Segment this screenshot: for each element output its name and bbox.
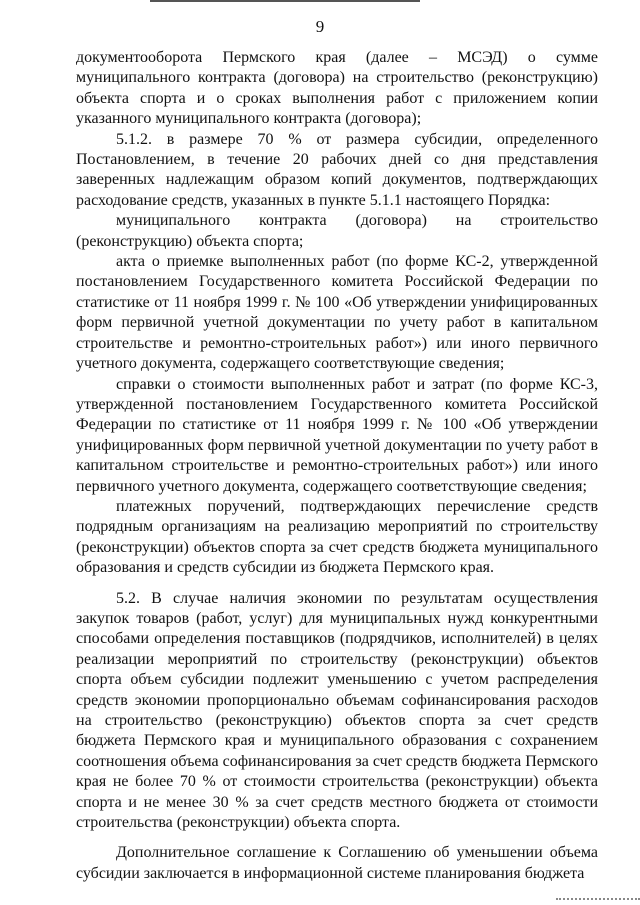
paragraph-ks2-act-item: акта о приемке выполненных работ (по форме КС-2, утвержденной постановлением Государственного комитета Российской Федерации по статистике от 11 ноября 1999 г. № 100 «Об утверждении унифицированных форм первичной учетной документации по учету работ в капитальном строительстве и ремонтно-строительных работ») или иного первичного учетного документа, содержащего соответствующие сведения; — [76, 253, 598, 373]
paragraph-continuation: документооборота Пермского края (далее – МСЭД) о сумме муниципального контракта (договора) на строительство (реконструкцию) объекта спорта и о сроках выполнения работ с приложением копии указанного муниципального контракта (договора); — [76, 49, 598, 128]
bottom-edge-rule — [556, 898, 640, 900]
page-number: 9 — [315, 17, 325, 36]
paragraph-clause-5-1-2: 5.1.2. в размере 70 % от размера субсидии, определенного Постановлением, в течение 20 рабочих дней со дня представления заверенных надлежащим образом копий документов, подтверждающих расходование средств, указанных в пункте 5.1.1 настоящего Порядка: — [76, 130, 598, 209]
top-border-rule — [150, 0, 420, 2]
paragraph-clause-5-2: 5.2. В случае наличия экономии по результатам осуществления закупок товаров (работ, услуг) для муниципальных нужд конкурентными способами определения поставщиков (подрядчиков, исполнителей) в целях реализации мероприятий по строительству (реконструкции) объектов спорта объем субсидии подлежит уменьшению с учетом распределения средств экономии пропорционально объемам софинансирования расходов на строительство (реконструкцию) объектов спорта за счет средств бюджета Пермского края и муниципального образования с сохранением соотношения объема софинансирования за счет средств бюджета Пермского края не более 70 % от стоимости строительства (реконструкции) объекта спорта и не менее 30 % за счет средств местного бюджета от стоимости строительства (реконструкции) объекта спорта. — [76, 589, 598, 832]
paragraph-contract-item: муниципального контракта (договора) на строительство (реконструкцию) объекта спорта; — [76, 212, 598, 250]
paragraph-ks3-certificate-item: справки о стоимости выполненных работ и затрат (по форме КС-3, утвержденной постановлением Государственного комитета Российской Федерации по статистике от 11 ноября 1999 г. № 100 «Об утверждении унифицированных форм первичной учетной документации по учету работ в капитальном строительстве и ремонтно-строительных работ») или иного первичного учетного документа, содержащего соответствующие сведения; — [76, 375, 598, 495]
document-body — [76, 48, 598, 884]
paragraph-additional-agreement: Дополнительное соглашение к Соглашению об уменьшении объема субсидии заключается в информационной системе планирования бюджета — [76, 844, 598, 882]
paragraph-payment-orders-item: платежных поручений, подтверждающих перечисление средств подрядным организациям на реализацию мероприятий по строительству (реконструкции) объектов спорта за счет средств бюджета муниципального образования и средств субсидии из бюджета Пермского края. — [76, 497, 598, 577]
